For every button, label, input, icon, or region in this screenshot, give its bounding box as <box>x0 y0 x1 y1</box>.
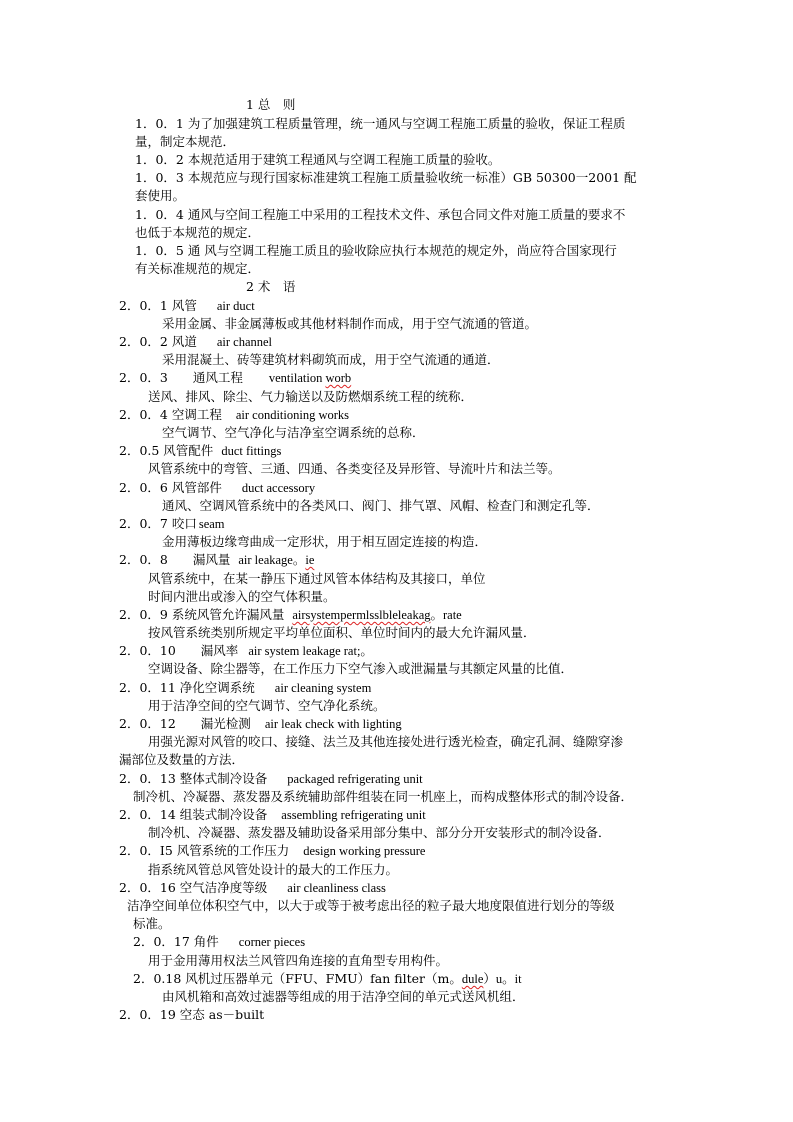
term-2-0-2-definition: 采用混凝土、砖等建筑材料砌筑而成，用于空气流通的通道． <box>162 352 500 367</box>
term-2-0-7: 2．0．7 咬口 seam <box>119 516 225 531</box>
term-2-0-8-definition-cont: 时间内泄出或渗入的空气体积量。 <box>148 589 336 604</box>
clause-1-0-1: 1．0．1 为了加强建筑工程质量管理，统一通风与空调工程施工质量的验收，保证工程质 <box>135 116 626 131</box>
term-2-0-15-definition: 指系统风管总风管处设计的最大的工作压力。 <box>148 862 399 877</box>
term-2-0-9: 2．0．9 系统风管允许漏风量 airsystempermlsslbleleakag。rate <box>119 607 462 622</box>
term-2-0-3-definition: 送风、排风、除尘、气力输送以及防燃烟系统工程的统称． <box>148 389 474 404</box>
term-2-0-12-definition: 用强光源对风管的咬口、接缝、法兰及其他连接处进行透光检查，确定孔洞、缝隙穿渗 <box>148 734 624 749</box>
term-2-0-10-definition: 空调设备、除尘器等，在工作压力下空气渗入或泄漏量与其额定风量的比值． <box>148 661 574 676</box>
chapter-2-heading: 2 术 语 <box>246 279 296 294</box>
term-2-0-8-definition: 风管系统中，在某一静压下通过风管本体结构及其接口，单位 <box>148 571 486 586</box>
term-2-0-3: 2．0．3 通风工程 ventilation worb <box>119 370 352 385</box>
term-2-0-1-definition: 采用金属、非金属薄板或其他材料制作而成，用于空气流通的管道。 <box>162 316 538 331</box>
clause-1-0-3-cont: 套使用。 <box>135 188 186 203</box>
clause-1-0-4: 1．0．4 通风与空间工程施工中采用的工程技术文件、承包合同文件对施工质量的要求不 <box>135 207 626 222</box>
term-2-0-15: 2．0．I5 风管系统的工作压力 design working pressure <box>119 843 426 858</box>
term-2-0-19: 2．0．19 空态 as－built <box>119 1007 265 1022</box>
term-2-0-13: 2．0．13 整体式制冷设备 packaged refrigerating unit <box>119 771 423 786</box>
term-2-0-16-definition-cont: 标准。 <box>133 916 171 931</box>
term-2-0-12: 2．0．12 漏光检测 air leak check with lighting <box>119 716 402 731</box>
term-2-0-5-definition: 风管系统中的弯管、三通、四通、各类变径及异形管、导流叶片和法兰等。 <box>148 461 561 476</box>
term-2-0-6-definition: 通风、空调风管系统中的各类风口、阀门、排气罩、风帽、检查门和测定孔等． <box>162 498 600 513</box>
clause-1-0-2: 1．0．2 本规范适用于建筑工程通风与空调工程施工质量的验收。 <box>135 152 501 167</box>
term-2-0-8: 2．0．8 漏风量 air leakage。ie <box>119 552 315 567</box>
term-2-0-7-definition: 金用薄板边缘弯曲成一定形状，用于相互固定连接的构造． <box>162 534 488 549</box>
term-2-0-14-definition: 制冷机、冷凝器、蒸发器及辅助设备采用部分集中、部分分开安装形式的制冷设备． <box>148 825 611 840</box>
clause-1-0-3: 1．0．3 本规范应与现行国家标准建筑工程施工质量验收统一标准）GB 50300一2001 配 <box>135 170 637 185</box>
term-2-0-18-definition: 由风机箱和高效过滤器等组成的用于洁净空间的单元式送风机组． <box>162 989 525 1004</box>
term-2-0-9-definition: 按风管系统类别所规定平均单位面积、单位时间内的最大允许漏风量． <box>148 625 536 640</box>
term-2-0-17-definition: 用于金用薄用权法兰风管四角连接的直角型专用构件。 <box>148 953 449 968</box>
term-2-0-14: 2．0．14 组装式制冷设备 assembling refrigerating unit <box>119 807 426 822</box>
term-2-0-17: 2．0．17 角件 corner pieces <box>133 934 306 949</box>
term-2-0-18: 2．0.18 风机过压器单元（FFU、FMU）fan filter（m。dule）u。it <box>133 971 522 986</box>
term-2-0-16: 2．0．16 空气洁净度等级 air cleanliness class <box>119 880 386 895</box>
term-2-0-10: 2．0．10 漏风率 air system leakage rat;。 <box>119 643 373 658</box>
term-2-0-13-definition: 制冷机、冷凝器、蒸发器及系统辅助部件组装在同一机座上，而构成整体形式的制冷设备． <box>133 789 634 804</box>
term-2-0-16-definition: 洁净空间单位体积空气中，以大于或等于被考虑出径的粒子最大地度限值进行划分的等级 <box>127 898 615 913</box>
term-2-0-12-definition-cont: 漏部位及数量的方法． <box>119 752 245 767</box>
term-2-0-4: 2．0．4 空调工程 air conditioning works <box>119 407 350 422</box>
term-2-0-11-definition: 用于洁净空间的空气调节、空气净化系统。 <box>148 698 386 713</box>
term-2-0-4-definition: 空气调节、空气净化与洁净室空调系统的总称． <box>162 425 425 440</box>
term-2-0-6: 2．0．6 风管部件 duct accessory <box>119 480 316 495</box>
clause-1-0-5: 1．0．5 通 风与空调工程施工质且的验收除应执行本规范的规定外，尚应符合国家现行 <box>135 243 617 258</box>
clause-1-0-4-cont: 也低于本规范的规定． <box>135 225 261 240</box>
term-2-0-11: 2．0．11 净化空调系统 air cleaning system <box>119 680 372 695</box>
chapter-1-heading: 1 总 则 <box>246 97 296 112</box>
clause-1-0-1-cont: 量，制定本规范． <box>135 134 236 149</box>
term-2-0-5: 2．0.5 风管配件 duct fittings <box>119 443 282 458</box>
clause-1-0-5-cont: 有关标准规范的规定． <box>135 261 261 276</box>
term-2-0-2: 2．0．2 风道 air channel <box>119 334 273 349</box>
term-2-0-1: 2．0．1 风管 air duct <box>119 298 255 313</box>
